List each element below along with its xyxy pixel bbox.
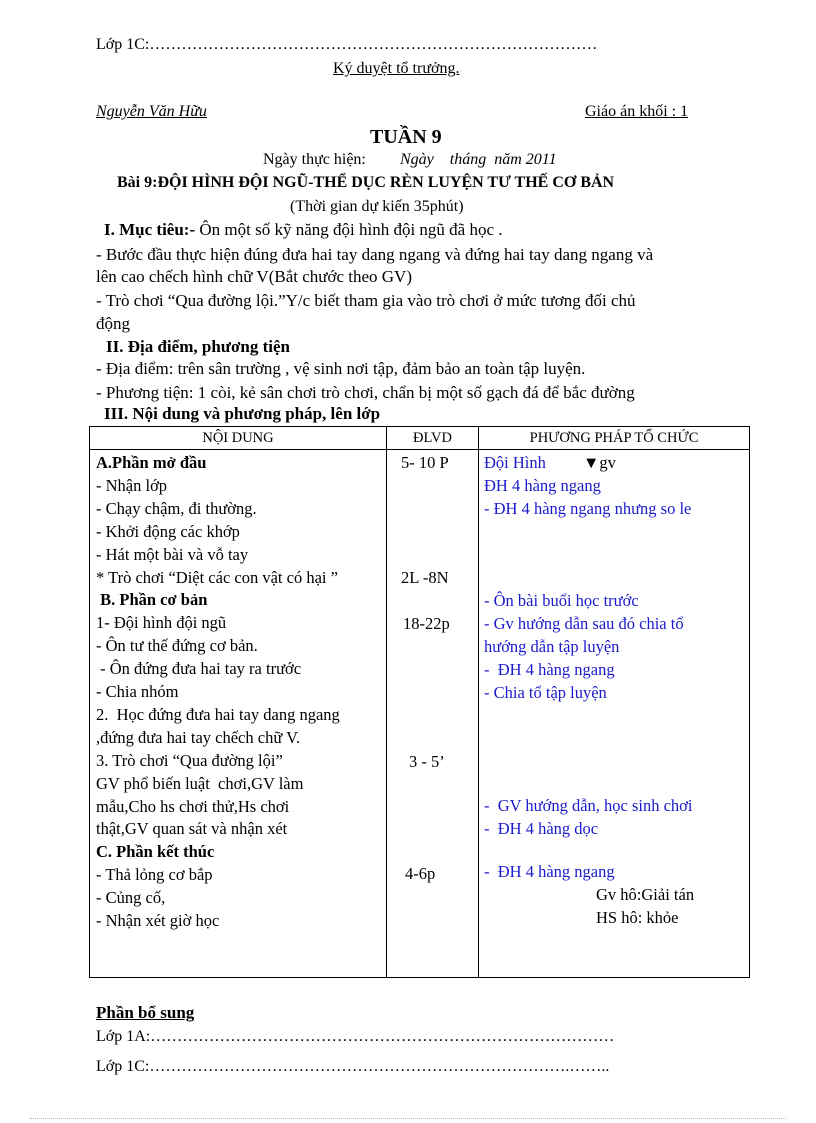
method-line: - ĐH 4 hàng ngang	[484, 862, 615, 881]
content-cell	[90, 450, 386, 977]
dosage-value: 2L -8N	[401, 568, 449, 587]
lesson-title: Bài 9:ĐỘI HÌNH ĐỘI NGŨ-THỂ DỤC RÈN LUYỆN TƯ THẾ CƠ BẢN	[117, 174, 615, 191]
date-label: Ngày thực hiện:	[263, 151, 366, 168]
table-header-row	[90, 427, 750, 450]
content-line: - Chia nhóm	[96, 682, 179, 701]
content-line: B. Phần cơ bản	[96, 590, 208, 610]
method-column	[479, 450, 750, 978]
content-column	[90, 450, 387, 978]
page-bottom-divider	[30, 1118, 786, 1119]
content-line: - Củng cố,	[96, 888, 166, 908]
duration: (Thời gian dự kiến 35phút)	[290, 198, 464, 215]
content-line: ,đứng đưa hai tay chếch chữ V.	[96, 727, 301, 747]
content-line: - Nhận xét giờ học	[96, 911, 220, 930]
header-dosage: ĐLVD	[387, 427, 479, 450]
content-line: - Chạy chậm, đi thường.	[96, 498, 257, 518]
dosage-value: 4-6p	[405, 864, 436, 883]
dosage-value: 5- 10 P	[401, 453, 449, 472]
method-line: Gv hô:Giải tán	[596, 885, 695, 904]
method-line: ĐH 4 hàng ngang	[484, 476, 601, 495]
content-line: A.Phần mở đầu	[96, 453, 207, 472]
method-line: - Gv hướng dẫn sau đó chia tổ	[484, 614, 684, 633]
teacher-name: Nguyễn Văn Hữu	[96, 103, 207, 120]
content-line: 1- Đội hình đội ngũ	[96, 613, 227, 633]
date-value: Ngày tháng năm 2011	[400, 151, 557, 168]
method-line: - GV hướng dẫn, học sinh chơi	[484, 796, 693, 815]
dosage-value: 3 - 5’	[409, 752, 445, 771]
objectives-text-1: Ôn một số kỹ năng đội hình đội ngũ đã học .	[195, 220, 503, 239]
class-1c-line: Lớp 1C:…………………………………………………………………….……..	[96, 1058, 610, 1075]
method-line: - Ôn bài buổi học trước	[484, 591, 639, 610]
content-line: 3. Trò chơi “Qua đường lội”	[96, 750, 283, 770]
table-body-row	[90, 450, 750, 978]
objectives-line-1	[104, 220, 503, 240]
content-line: GV phổ biến luật chơi,GV làm	[96, 773, 304, 793]
content-line: * Trò chơi “Diệt các con vật có hại ”	[96, 567, 338, 587]
method-line: - ĐH 4 hàng ngang	[484, 660, 615, 679]
content-line: 2. Học đứng đưa hai tay dang ngang	[96, 704, 340, 724]
content-line: - Hát một bài và vỗ tay	[96, 544, 249, 564]
location-line-1: - Địa điểm: trên sân trường , vệ sinh nơi tập, đảm bảo an toàn tập luyện.	[96, 359, 586, 378]
location-heading: II. Địa điểm, phương tiện	[106, 337, 290, 356]
class-1c-top-line: Lớp 1C:…………………………………………………………………………	[96, 36, 598, 53]
objectives-line-4: - Trò chơi “Qua đường lội.”Y/c biết tham gia vào trò chơi ở mức tương đối chủ	[96, 291, 636, 310]
content-line: thật,GV quan sát và nhận xét	[96, 819, 288, 839]
objectives-line-5: động	[96, 314, 130, 333]
header-content: NỘI DUNG	[90, 427, 387, 450]
approval-label: Ký duyệt tổ trưởng.	[333, 60, 460, 77]
class-1a-line: Lớp 1A:……………………………………………………………………………	[96, 1028, 615, 1045]
objectives-line-3: lên cao chếch hình chữ V(Bắt chước theo GV)	[96, 267, 412, 286]
dosage-value: 18-22p	[403, 614, 450, 633]
location-line-2: - Phương tiện: 1 còi, kẻ sân chơi trò chơi, chẩn bị một số gạch đá để bắc đường	[96, 383, 635, 402]
content-heading: III. Nội dung và phương pháp, lên lớp	[104, 404, 381, 423]
objectives-line-2: - Bước đầu thực hiện đúng đưa hai tay dang ngang và đứng hai tay dang ngang và	[96, 245, 654, 264]
content-line: mẫu,Cho hs chơi thử,Hs chơi	[96, 796, 290, 816]
content-line: - Ôn tư thế đứng cơ bản.	[96, 636, 258, 656]
grade-label: Giáo án khối : 1	[585, 103, 689, 120]
content-line: C. Phần kết thúc	[96, 842, 215, 862]
week-title: TUẦN 9	[370, 126, 442, 148]
method-line: HS hô: khỏe	[596, 908, 679, 927]
header-method: PHƯƠNG PHÁP TỔ CHỨC	[479, 427, 750, 450]
teacher-position-icon: ▼gv	[583, 453, 616, 472]
method-cell	[479, 450, 749, 977]
method-line: Đội Hình	[484, 453, 546, 472]
content-line: - Thả lỏng cơ bắp	[96, 865, 213, 885]
content-line: - Khởi động các khớp	[96, 521, 240, 541]
method-line: - ĐH 4 hàng dọc	[484, 819, 599, 838]
method-line: hướng dẫn tập luyện	[484, 637, 620, 656]
method-line: - Chia tổ tập luyện	[484, 683, 607, 702]
content-line: - Nhận lớp	[96, 475, 168, 495]
objectives-heading: I. Mục tiêu:-	[104, 220, 196, 239]
supplement-heading: Phần bổ sung	[96, 1003, 195, 1022]
content-line: - Ôn đứng đưa hai tay ra trước	[96, 659, 302, 679]
method-line: - ĐH 4 hàng ngang nhưng so le	[484, 499, 692, 518]
dosage-column	[387, 450, 479, 978]
dosage-cell	[387, 450, 478, 977]
lesson-plan-table	[89, 426, 750, 978]
